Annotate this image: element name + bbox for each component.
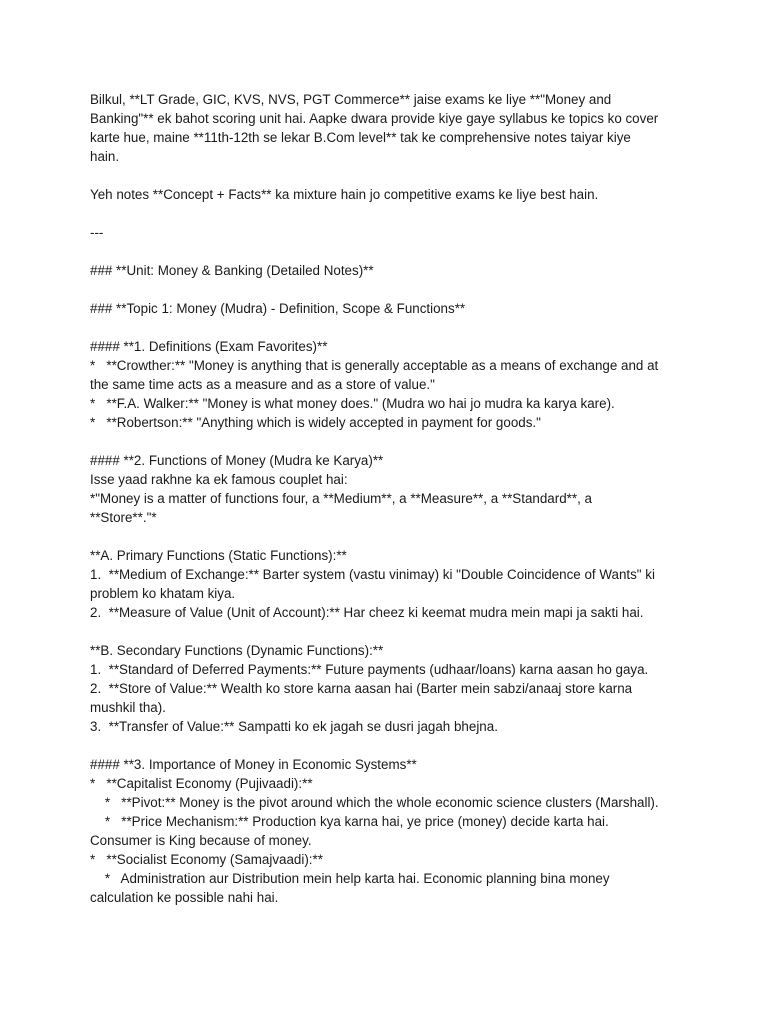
list-item: 1. **Standard of Deferred Payments:** Future payments (udhaar/loans) karna aasan ho gaya. (90, 662, 649, 677)
text-line: Consumer is King because of money. (90, 833, 312, 848)
text-line: problem ko khatam kiya. (90, 586, 236, 601)
section-heading-functions: #### **2. Functions of Money (Mudra ke Karya)** (90, 453, 384, 468)
blank-line (90, 242, 690, 261)
text-line: hain. (90, 149, 120, 164)
list-item: 3. **Transfer of Value:** Sampatti ko ek jagah se dusri jagah bhejna. (90, 719, 498, 734)
document-body (90, 90, 690, 907)
list-item: 2. **Store of Value:** Wealth ko store karna aasan hai (Barter mein sabzi/anaaj store karna (90, 681, 633, 696)
list-item: * **Crowther:** "Money is anything that is generally acceptable as a means of exchange and at (90, 358, 659, 373)
blank-line (90, 622, 690, 641)
blank-line (90, 432, 690, 451)
text-line: mushkil tha). (90, 700, 166, 715)
nested-list-item: * **Price Mechanism:** Production kya karna hai, ye price (money) decide karta hai. (90, 814, 609, 829)
horizontal-rule-markdown: --- (90, 225, 104, 240)
couplet-line: **Store**."* (90, 510, 157, 525)
list-item: 2. **Measure of Value (Unit of Account):** Har cheez ki keemat mudra mein mapi ja sakti hai. (90, 605, 644, 620)
blank-line (90, 204, 690, 223)
text-line: the same time acts as a measure and as a store of value." (90, 377, 435, 392)
text-line: Banking"** ek bahot scoring unit hai. Aapke dwara provide kiye gaye syllabus ke topics ko cover (90, 111, 659, 126)
blank-line (90, 166, 690, 185)
subsection-heading-secondary: **B. Secondary Functions (Dynamic Functions):** (90, 643, 384, 658)
blank-line (90, 736, 690, 755)
nested-list-item: * **Pivot:** Money is the pivot around which the whole economic science clusters (Marshall). (90, 795, 659, 810)
text-line: Yeh notes **Concept + Facts** ka mixture hain jo competitive exams ke liye best hain. (90, 187, 599, 202)
subsection-heading-primary: **A. Primary Functions (Static Functions):** (90, 548, 347, 563)
text-line: karte hue, maine **11th-12th se lekar B.Com level** tak ke comprehensive notes taiyar kiye (90, 130, 631, 145)
text-line: calculation ke possible nahi hai. (90, 890, 279, 905)
blank-line (90, 280, 690, 299)
list-item: * **Socialist Economy (Samajvaadi):** (90, 852, 323, 867)
list-item: * **Capitalist Economy (Pujivaadi):** (90, 776, 313, 791)
topic-heading: ### **Topic 1: Money (Mudra) - Definition, Scope & Functions** (90, 301, 466, 316)
nested-list-item: * Administration aur Distribution mein help karta hai. Economic planning bina money (90, 871, 610, 886)
section-heading-importance: #### **3. Importance of Money in Economic Systems** (90, 757, 417, 772)
text-line: Isse yaad rakhne ka ek famous couplet hai: (90, 472, 348, 487)
couplet-line: *"Money is a matter of functions four, a **Medium**, a **Measure**, a **Standard**, a (90, 491, 592, 506)
blank-line (90, 318, 690, 337)
list-item: * **Robertson:** "Anything which is widely accepted in payment for goods." (90, 415, 541, 430)
blank-line (90, 527, 690, 546)
section-heading-definitions: #### **1. Definitions (Exam Favorites)** (90, 339, 328, 354)
list-item: 1. **Medium of Exchange:** Barter system (vastu vinimay) ki "Double Coincidence of Wants" ki (90, 567, 655, 582)
unit-heading: ### **Unit: Money & Banking (Detailed Notes)** (90, 263, 374, 278)
list-item: * **F.A. Walker:** "Money is what money does." (Mudra wo hai jo mudra ka karya kare). (90, 396, 615, 411)
text-line: Bilkul, **LT Grade, GIC, KVS, NVS, PGT Commerce** jaise exams ke liye **"Money and (90, 92, 612, 107)
